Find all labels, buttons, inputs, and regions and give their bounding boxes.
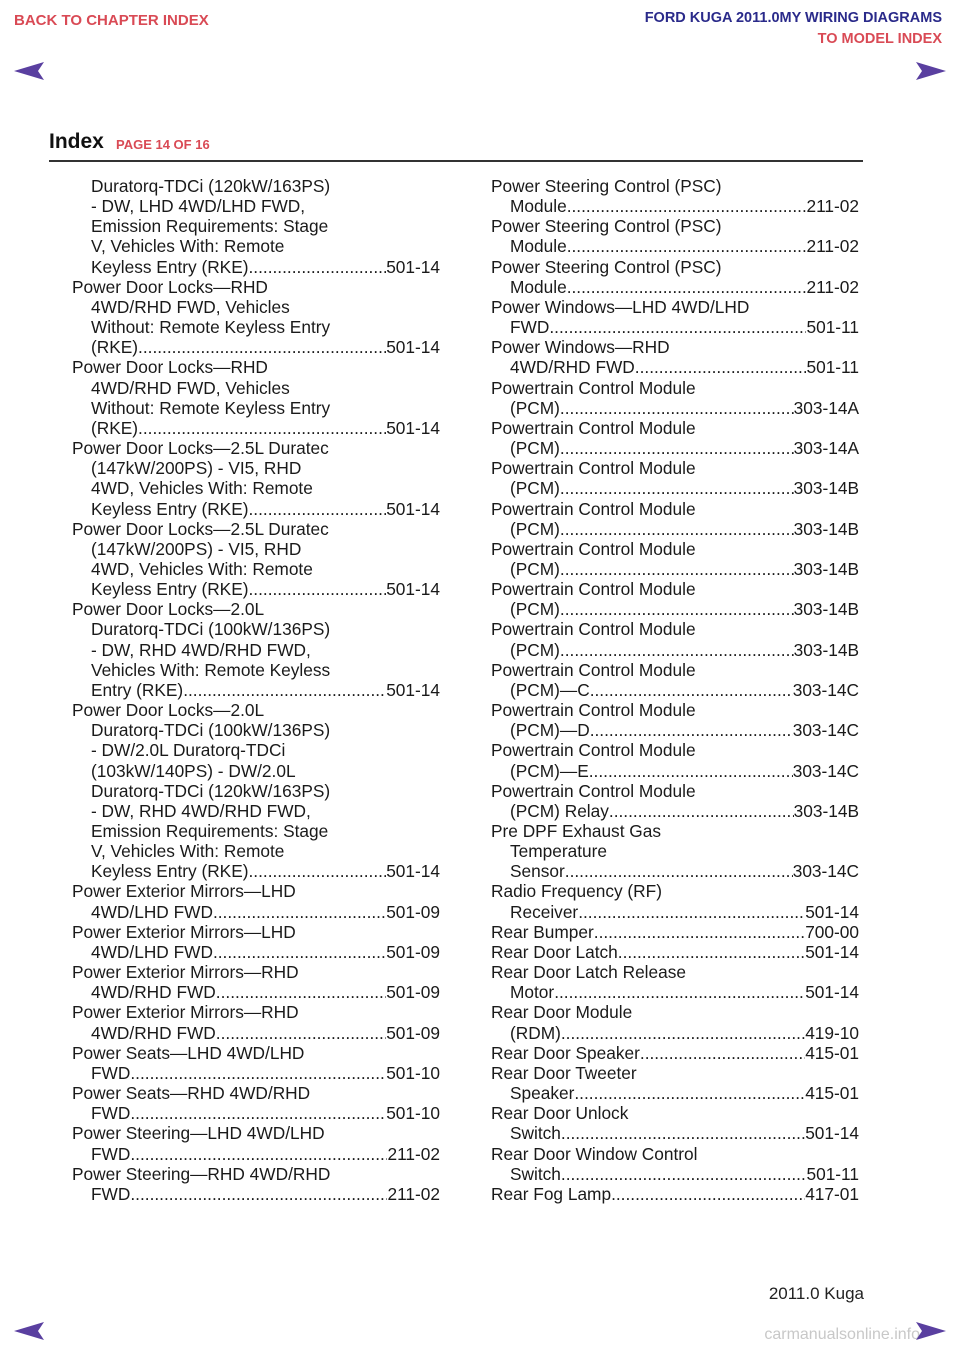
index-entry[interactable] (72, 599, 440, 700)
index-entry[interactable] (72, 176, 440, 277)
section-reference[interactable]: 303-14B (793, 478, 859, 499)
entry-text: Power Steering—RHD 4WD/RHD (72, 1163, 331, 1184)
right-arrow-icon (914, 60, 948, 82)
entry-text: FWD (510, 317, 550, 338)
leader-dots (130, 1063, 386, 1083)
index-entry[interactable] (72, 1164, 440, 1204)
section-reference[interactable]: 303-14A (793, 438, 859, 459)
entry-text: Emission Requirements: Stage (91, 821, 329, 841)
entry-text: Pre DPF Exhaust Gas (491, 821, 661, 841)
index-entry[interactable] (72, 438, 440, 519)
section-reference[interactable]: 303-14A (793, 397, 859, 418)
section-reference[interactable]: 415-01 (805, 1042, 859, 1063)
leader-dots (213, 902, 386, 922)
section-reference[interactable]: 501-09 (386, 982, 440, 1003)
entry-text: Powertrain Control Module (491, 417, 696, 438)
section-reference[interactable]: 303-14B (793, 558, 859, 579)
index-entry[interactable] (491, 1103, 859, 1143)
leader-dots (594, 922, 805, 942)
entry-text: Rear Door Latch (491, 941, 618, 962)
entry-text: (PCM) (510, 518, 560, 539)
leader-dots (561, 1123, 805, 1143)
entry-text: Vehicles With: Remote Keyless (91, 659, 331, 680)
entry-text: Duratorq-TDCi (100kW/136PS) (91, 619, 331, 640)
section-reference[interactable]: 501-14 (805, 901, 859, 922)
entry-text: Keyless Entry (RKE) (91, 579, 249, 600)
index-entry[interactable] (491, 740, 859, 780)
section-reference[interactable]: 501-14 (386, 579, 440, 600)
entry-text: Powertrain Control Module (491, 740, 696, 761)
index-entry[interactable] (491, 257, 859, 297)
section-reference[interactable]: 303-14C (792, 760, 859, 781)
entry-text: Keyless Entry (RKE) (91, 256, 249, 277)
entry-text: Module (510, 196, 567, 217)
entry-text: Without: Remote Keyless Entry (91, 397, 331, 418)
entry-text: - DW/2.0L Duratorq-TDCi (91, 740, 286, 761)
section-reference[interactable]: 303-14B (793, 800, 859, 821)
entry-text: (PCM) (510, 397, 560, 418)
entry-text: Rear Bumper (491, 921, 594, 942)
entry-text: Power Door Locks—RHD (72, 357, 268, 378)
leader-dots (567, 277, 807, 297)
entry-text: Power Windows—LHD 4WD/LHD (491, 296, 750, 317)
back-to-chapter-index-link[interactable]: BACK TO CHAPTER INDEX (14, 12, 209, 29)
index-entry[interactable] (491, 1063, 859, 1103)
index-entry[interactable] (72, 277, 440, 358)
leader-dots (130, 1144, 387, 1164)
index-entry[interactable] (72, 1043, 440, 1083)
index-entry[interactable] (491, 821, 859, 881)
index-entry[interactable] (72, 519, 440, 600)
index-entry[interactable] (491, 418, 859, 458)
entry-text: Powertrain Control Module (491, 538, 696, 559)
section-reference[interactable]: 501-14 (386, 256, 440, 277)
index-entry[interactable] (491, 176, 859, 216)
entry-text: Powertrain Control Module (491, 498, 696, 519)
section-reference[interactable]: 211-02 (387, 1143, 440, 1164)
section-reference[interactable]: 501-11 (806, 1163, 859, 1184)
index-entry[interactable] (491, 700, 859, 740)
entry-text: Powertrain Control Module (491, 579, 696, 600)
index-entry[interactable] (491, 539, 859, 579)
entry-text: Power Door Locks—2.0L (72, 599, 265, 620)
entry-text: Power Steering Control (PSC) (491, 256, 722, 277)
entry-text: FWD (91, 1103, 131, 1124)
entry-text: (147kW/200PS) - VI5, RHD (91, 458, 302, 479)
section-reference[interactable]: 501-11 (806, 317, 859, 338)
leader-dots (574, 1083, 805, 1103)
entry-text: Power Door Locks—2.5L Duratec (72, 438, 329, 459)
entry-text: 4WD/LHD FWD (91, 901, 213, 922)
prev-page-button-bottom[interactable] (12, 1320, 46, 1342)
entry-text: 4WD/RHD FWD, Vehicles (91, 296, 290, 317)
page-header (49, 128, 863, 162)
section-reference[interactable]: 501-14 (386, 417, 440, 438)
entry-text: Powertrain Control Module (491, 659, 696, 680)
entry-text: Rear Door Unlock (491, 1103, 629, 1124)
entry-text: Powertrain Control Module (491, 377, 696, 398)
entry-text: Power Door Locks—2.5L Duratec (72, 518, 329, 539)
index-column-right (491, 176, 859, 1204)
section-reference[interactable]: 419-10 (805, 1022, 859, 1043)
section-reference[interactable]: 501-10 (386, 1062, 440, 1083)
leader-dots (635, 357, 807, 377)
section-reference[interactable]: 501-09 (386, 1022, 440, 1043)
next-page-button[interactable] (914, 60, 948, 82)
prev-page-button[interactable] (12, 60, 46, 82)
entry-text: 4WD/LHD FWD (91, 941, 213, 962)
leader-dots (609, 801, 794, 821)
entry-text: V, Vehicles With: Remote (91, 841, 285, 862)
page-title: Index (49, 130, 104, 153)
left-arrow-icon (12, 60, 46, 82)
leader-dots (560, 559, 794, 579)
entry-text: Entry (RKE) (91, 679, 184, 700)
entry-text: Rear Door Latch Release (491, 962, 686, 983)
leader-dots (590, 720, 793, 740)
leader-dots (560, 599, 794, 619)
entry-text: Switch (510, 1123, 561, 1144)
entry-text: Power Door Locks—RHD (72, 276, 268, 297)
section-reference[interactable]: 700-00 (805, 921, 859, 942)
section-reference[interactable]: 501-14 (805, 941, 859, 962)
entry-text: Powertrain Control Module (491, 700, 696, 721)
index-entry[interactable] (491, 619, 859, 659)
leader-dots (249, 579, 387, 599)
leader-dots (589, 761, 793, 781)
entry-text: Without: Remote Keyless Entry (91, 317, 331, 338)
entry-text: Powertrain Control Module (491, 458, 696, 479)
leader-dots (138, 337, 386, 357)
leader-dots (560, 519, 794, 539)
entry-text: Module (510, 276, 567, 297)
entry-text: Rear Fog Lamp (491, 1183, 612, 1204)
index-entry[interactable] (72, 357, 440, 438)
index-entry[interactable] (491, 1184, 859, 1204)
entry-text: Temperature (510, 841, 608, 862)
entry-text: Emission Requirements: Stage (91, 216, 329, 237)
entry-text: Keyless Entry (RKE) (91, 861, 249, 882)
section-reference[interactable]: 211-02 (806, 196, 859, 217)
entry-text: Powertrain Control Module (491, 619, 696, 640)
entry-text: Switch (510, 1163, 561, 1184)
entry-text: Power Steering—LHD 4WD/LHD (72, 1123, 325, 1144)
index-entry[interactable] (491, 458, 859, 498)
index-entry[interactable] (491, 378, 859, 418)
index-entry[interactable] (491, 881, 859, 921)
leader-dots (560, 398, 794, 418)
index-entry[interactable] (72, 1083, 440, 1123)
entry-text: (RKE) (91, 337, 139, 358)
entry-text: Module (510, 236, 567, 257)
leader-dots (567, 236, 807, 256)
section-reference[interactable]: 501-14 (386, 861, 440, 882)
entry-text: - DW, RHD 4WD/RHD FWD, (91, 800, 311, 821)
entry-text: 4WD/RHD FWD, Vehicles (91, 377, 290, 398)
entry-text: Power Exterior Mirrors—RHD (72, 1002, 299, 1023)
entry-text: (PCM) (510, 558, 560, 579)
entry-text: (PCM) (510, 639, 560, 660)
entry-text: (147kW/200PS) - VI5, RHD (91, 538, 302, 559)
leader-dots (590, 680, 793, 700)
entry-text: Power Steering Control (PSC) (491, 176, 722, 196)
section-reference[interactable]: 303-14C (792, 861, 859, 882)
entry-text: (PCM)—D (510, 720, 590, 741)
section-reference[interactable]: 501-09 (386, 901, 440, 922)
document-title-link[interactable]: FORD KUGA 2011.0MY WIRING DIAGRAMS (644, 10, 942, 26)
entry-text: Powertrain Control Module (491, 780, 696, 801)
entry-text: Power Windows—RHD (491, 337, 670, 358)
section-reference[interactable]: 211-02 (387, 1183, 440, 1204)
section-reference[interactable]: 415-01 (805, 1083, 859, 1104)
entry-text: (103kW/140PS) - DW/2.0L (91, 760, 296, 781)
section-reference[interactable]: 303-14C (792, 720, 859, 741)
section-reference[interactable]: 501-14 (805, 1123, 859, 1144)
leader-dots (130, 1184, 387, 1204)
index-entry[interactable] (72, 922, 440, 962)
entry-text: Duratorq-TDCi (120kW/163PS) (91, 176, 331, 196)
right-arrow-icon (914, 1320, 948, 1342)
section-reference[interactable]: 417-01 (805, 1183, 859, 1204)
leader-dots (611, 1184, 805, 1204)
left-arrow-icon (12, 1320, 46, 1342)
entry-text: Power Door Locks—2.0L (72, 700, 265, 721)
index-entry[interactable] (491, 1043, 859, 1063)
section-reference[interactable]: 501-14 (805, 982, 859, 1003)
entry-text: 4WD/RHD FWD (510, 357, 635, 378)
leader-dots (249, 257, 387, 277)
entry-text: Rear Door Module (491, 1002, 633, 1023)
entry-text: Power Exterior Mirrors—LHD (72, 921, 296, 942)
index-entry[interactable] (72, 700, 440, 881)
watermark: carmanualsonline.info (764, 1326, 920, 1343)
entry-text: 4WD, Vehicles With: Remote (91, 478, 313, 499)
section-reference[interactable]: 303-14B (793, 639, 859, 660)
index-entry[interactable] (491, 922, 859, 942)
entry-text: Sensor (510, 861, 565, 882)
section-reference[interactable]: 501-14 (386, 498, 440, 519)
leader-dots (130, 1103, 386, 1123)
section-reference[interactable]: 501-14 (386, 337, 440, 358)
index-entry[interactable] (491, 216, 859, 256)
index-entry[interactable] (72, 881, 440, 921)
section-reference[interactable]: 303-14B (793, 518, 859, 539)
entry-text: (PCM) Relay (510, 800, 609, 821)
leader-dots (561, 1164, 807, 1184)
leader-dots (618, 942, 805, 962)
section-reference[interactable]: 501-14 (386, 679, 440, 700)
entry-text: - DW, LHD 4WD/LHD FWD, (91, 196, 306, 217)
index-entry[interactable] (491, 499, 859, 539)
entry-text: Power Seats—LHD 4WD/LHD (72, 1042, 305, 1063)
entry-text: 4WD/RHD FWD (91, 1022, 216, 1043)
entry-text: (PCM) (510, 478, 560, 499)
index-entry[interactable] (491, 1144, 859, 1184)
leader-dots (560, 438, 794, 458)
entry-text: (RDM) (510, 1022, 561, 1043)
leader-dots (554, 982, 805, 1002)
entry-text: Motor (510, 982, 555, 1003)
section-reference[interactable]: 211-02 (806, 276, 859, 297)
leader-dots (578, 902, 805, 922)
entry-text: - DW, RHD 4WD/RHD FWD, (91, 639, 311, 660)
entry-text: Power Seats—RHD 4WD/RHD (72, 1083, 311, 1104)
entry-text: (PCM) (510, 599, 560, 620)
entry-text: V, Vehicles With: Remote (91, 236, 285, 257)
entry-text: Duratorq-TDCi (100kW/136PS) (91, 720, 331, 741)
index-entry[interactable] (491, 781, 859, 821)
entry-text: (PCM)—C (510, 679, 590, 700)
section-reference[interactable]: 501-10 (386, 1103, 440, 1124)
leader-dots (561, 1023, 805, 1043)
index-entry[interactable] (72, 1123, 440, 1163)
leader-dots (560, 478, 794, 498)
index-entry[interactable] (491, 660, 859, 700)
entry-text: Receiver (510, 901, 579, 922)
leader-dots (567, 196, 807, 216)
entry-text: FWD (91, 1062, 131, 1083)
leader-dots (249, 499, 387, 519)
section-reference[interactable]: 303-14C (792, 679, 859, 700)
entry-text: FWD (91, 1143, 131, 1164)
entry-text: Duratorq-TDCi (120kW/163PS) (91, 780, 331, 801)
section-reference[interactable]: 501-11 (806, 357, 859, 378)
leader-dots (216, 982, 386, 1002)
leader-dots (213, 942, 386, 962)
leader-dots (138, 418, 386, 438)
leader-dots (183, 680, 386, 700)
to-model-index-link[interactable]: TO MODEL INDEX (817, 31, 942, 47)
entry-text: Rear Door Speaker (491, 1042, 640, 1063)
index-entry[interactable] (72, 962, 440, 1002)
entry-text: (RKE) (91, 417, 139, 438)
index-column-left (72, 176, 440, 1204)
index-entry[interactable] (72, 1002, 440, 1042)
entry-text: Radio Frequency (RF) (491, 881, 662, 902)
leader-dots (216, 1023, 386, 1043)
entry-text: 4WD, Vehicles With: Remote (91, 558, 313, 579)
entry-text: Keyless Entry (RKE) (91, 498, 249, 519)
leader-dots (640, 1043, 805, 1063)
section-reference[interactable]: 303-14B (793, 599, 859, 620)
entry-text: 4WD/RHD FWD (91, 982, 216, 1003)
leader-dots (549, 317, 806, 337)
leader-dots (249, 861, 387, 881)
entry-text: Power Exterior Mirrors—RHD (72, 962, 299, 983)
section-reference[interactable]: 211-02 (806, 236, 859, 257)
index-entry[interactable] (491, 337, 859, 377)
entry-text: Rear Door Window Control (491, 1143, 698, 1164)
page-number: PAGE 14 OF 16 (116, 137, 210, 152)
index-entry[interactable] (491, 297, 859, 337)
entry-text: Power Exterior Mirrors—LHD (72, 881, 296, 902)
leader-dots (565, 861, 793, 881)
entry-text: Speaker (510, 1083, 575, 1104)
section-reference[interactable]: 501-09 (386, 941, 440, 962)
entry-text: FWD (91, 1183, 131, 1204)
index-entry[interactable] (491, 1002, 859, 1042)
index-entry[interactable] (491, 579, 859, 619)
entry-text: (PCM) (510, 438, 560, 459)
entry-text: Power Steering Control (PSC) (491, 216, 722, 237)
index-entry[interactable] (491, 942, 859, 962)
next-page-button-bottom[interactable] (914, 1320, 948, 1342)
entry-text: (PCM)—E (510, 760, 589, 781)
index-entry[interactable] (491, 962, 859, 1002)
entry-text: Rear Door Tweeter (491, 1062, 637, 1083)
leader-dots (560, 640, 794, 660)
footer-model: 2011.0 Kuga (768, 1284, 864, 1303)
